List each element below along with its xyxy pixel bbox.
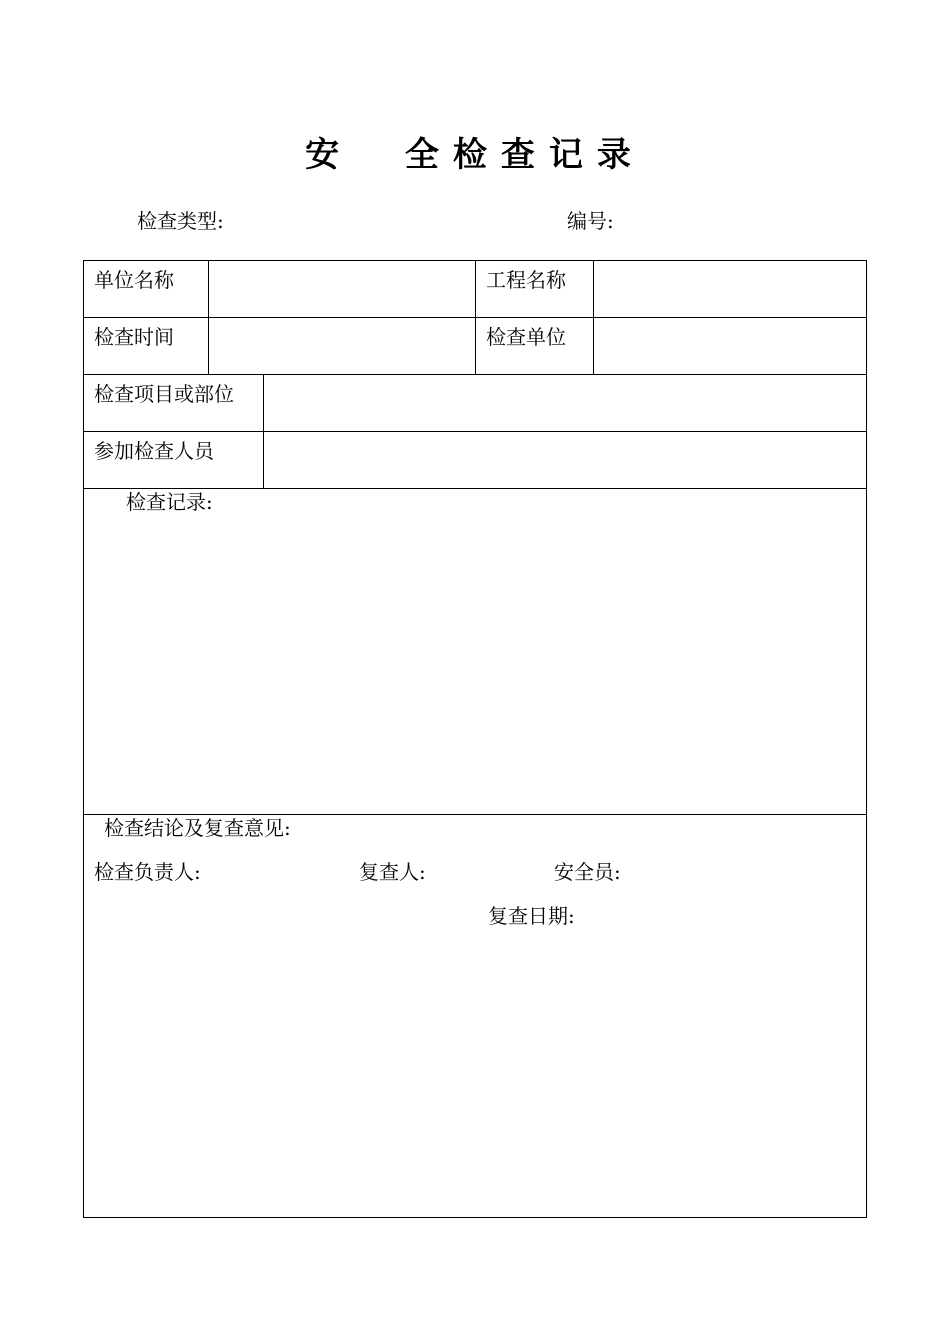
column-divider [475,261,476,374]
review-date-label: 复查日期: [488,904,575,928]
unit-name-label: 单位名称 [94,268,174,292]
participants-field[interactable] [264,432,866,488]
inspection-form [83,260,867,1218]
conclusion-label: 检查结论及复查意见: [104,816,291,840]
safety-officer-label: 安全员: [554,860,621,884]
project-name-field[interactable] [594,261,866,317]
number-label: 编号: [567,209,614,233]
record-field[interactable] [85,519,865,813]
inspection-type-label: 检查类型: [137,209,224,233]
inspection-item-label: 检查项目或部位 [94,382,234,406]
conclusion-field[interactable] [85,937,865,1215]
record-label: 检查记录: [126,490,213,514]
inspection-unit-label: 检查单位 [486,325,566,349]
participants-label: 参加检查人员 [94,439,214,463]
document-title: 安 全检查记录 [305,135,645,175]
inspection-unit-field[interactable] [594,318,866,374]
reviewer-label: 复查人: [359,860,426,884]
unit-name-field[interactable] [209,261,475,317]
responsible-label: 检查负责人: [94,860,201,884]
inspection-item-field[interactable] [264,375,866,431]
project-name-label: 工程名称 [486,268,566,292]
inspection-time-label: 检查时间 [94,325,174,349]
inspection-time-field[interactable] [209,318,475,374]
